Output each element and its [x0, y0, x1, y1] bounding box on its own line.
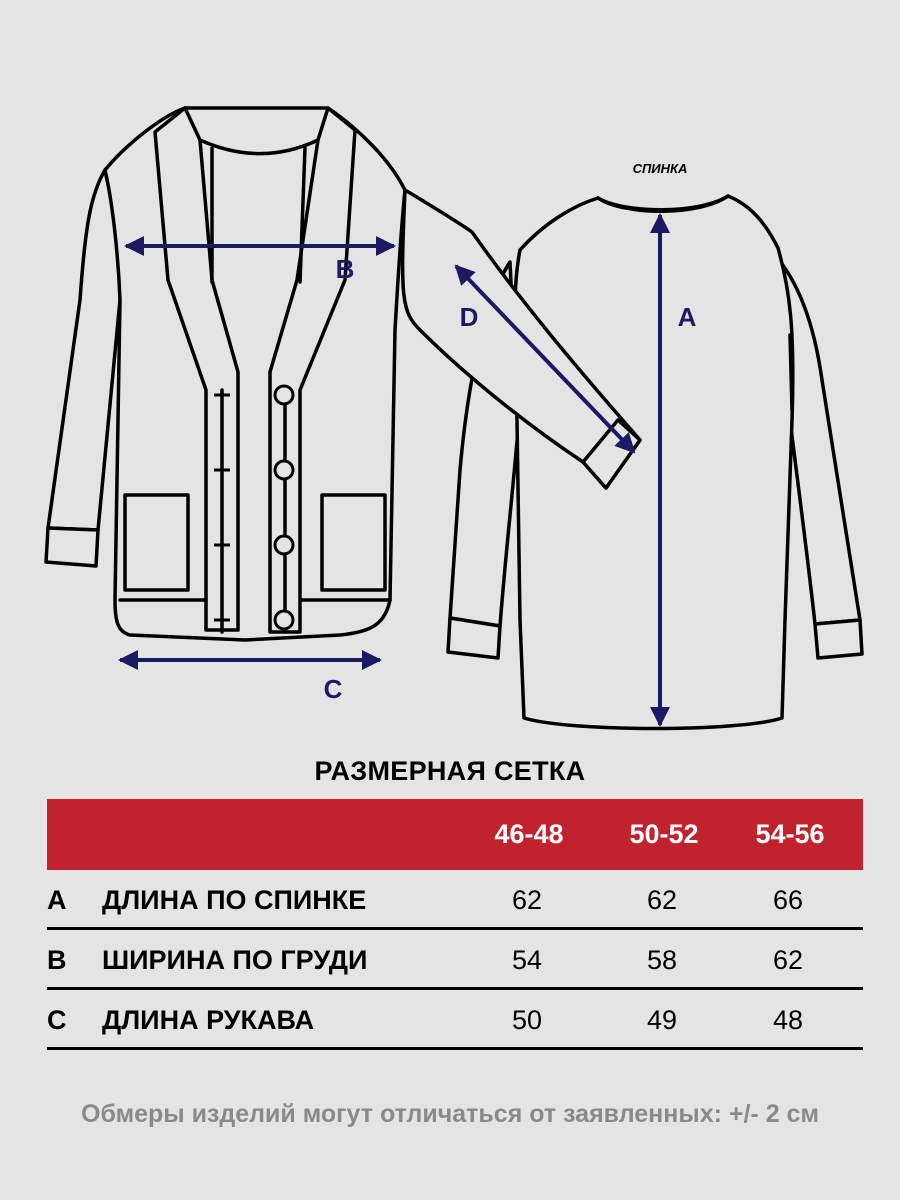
- row-key: A: [47, 885, 67, 915]
- back-view-label: СПИНКА: [632, 161, 688, 176]
- button: [275, 611, 293, 629]
- back-body: [515, 196, 793, 729]
- row-value: 62: [772, 945, 804, 975]
- row-key: B: [47, 945, 67, 975]
- size-table: [47, 799, 863, 1050]
- back-view: [448, 196, 862, 729]
- row-value: 66: [772, 885, 804, 915]
- table-title: РАЗМЕРНАЯ СЕТКА: [314, 756, 586, 786]
- size-header: 50-52: [629, 819, 699, 849]
- row-value: 54: [511, 945, 543, 975]
- row-value: 49: [646, 1005, 678, 1035]
- marker-d: D: [459, 302, 479, 332]
- button: [275, 461, 293, 479]
- row-label: ДЛИНА ПО СПИНКЕ: [102, 885, 367, 915]
- row-value: 48: [772, 1005, 804, 1035]
- row-value: 58: [646, 945, 678, 975]
- button: [275, 386, 293, 404]
- row-value: 50: [511, 1005, 543, 1035]
- table-header: [47, 799, 863, 870]
- marker-b: B: [335, 254, 355, 284]
- table-row: [47, 930, 863, 990]
- table-row: [47, 990, 863, 1050]
- front-pocket-right: [322, 495, 385, 590]
- row-label: ДЛИНА РУКАВА: [102, 1005, 315, 1035]
- size-header: 54-56: [755, 819, 825, 849]
- footnote: Обмеры изделий могут отличаться от заявленных: +/- 2 см: [81, 1100, 819, 1128]
- back-side-seam: [790, 335, 792, 410]
- row-value: 62: [511, 885, 543, 915]
- front-pocket-left: [125, 495, 188, 590]
- table-row: [47, 870, 863, 930]
- front-left-cuff: [46, 528, 98, 566]
- row-value: 62: [646, 885, 678, 915]
- size-header: 46-48: [494, 819, 564, 849]
- row-label: ШИРИНА ПО ГРУДИ: [102, 945, 368, 975]
- marker-a: A: [677, 302, 697, 332]
- marker-c: C: [323, 674, 343, 704]
- row-key: C: [47, 1005, 67, 1035]
- button: [275, 536, 293, 554]
- front-left-sleeve: [48, 170, 122, 530]
- back-right-cuff: [815, 620, 862, 658]
- back-left-cuff: [448, 618, 500, 658]
